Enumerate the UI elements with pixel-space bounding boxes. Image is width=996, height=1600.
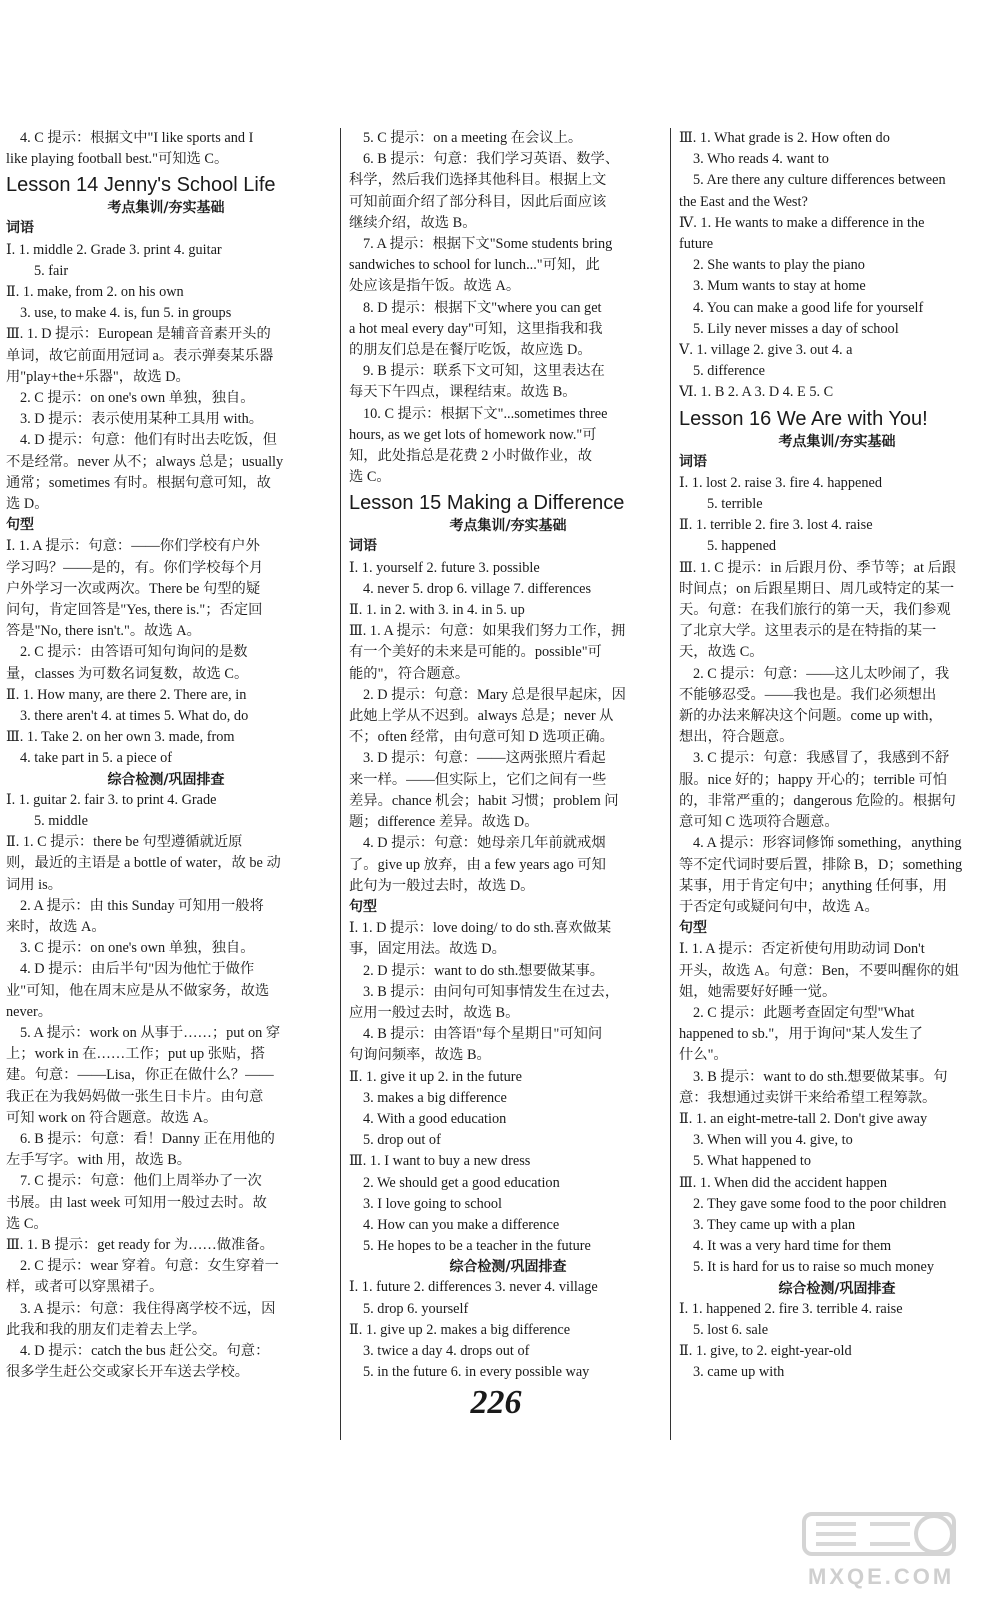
answer-line: Ⅱ. 1. in 2. with 3. in 4. in 5. up bbox=[349, 602, 525, 619]
answer-line: 3. Who reads 4. want to bbox=[693, 151, 829, 168]
answer-line: Ⅲ. 1. C 提示：in 后跟月份、季节等；at 后跟 bbox=[679, 559, 957, 576]
answer-line: 2. D 提示：want to do sth.想要做某事。 bbox=[363, 962, 605, 979]
answer-line: 可知前面介绍了部分科目，因此后面应该 bbox=[349, 193, 607, 210]
answer-line: 应用一般过去时，故选 B。 bbox=[349, 1004, 520, 1021]
answer-line: 通常；sometimes 有时。根据句意可知，故 bbox=[6, 474, 271, 491]
answer-line: 样，或者可以穿黑裙子。 bbox=[6, 1279, 164, 1296]
answer-line: 3. makes a big difference bbox=[363, 1089, 507, 1106]
answer-line: 3. Mum wants to stay at home bbox=[693, 278, 866, 295]
answer-line: future bbox=[679, 236, 714, 253]
section-heading: 句型 bbox=[349, 898, 377, 915]
answer-line: 于否定句或疑问句中，故选 A。 bbox=[679, 898, 879, 915]
answer-line: 5. C 提示：on a meeting 在会议上。 bbox=[363, 130, 583, 146]
answer-line: 2. C 提示：wear 穿着。句意：女生穿着一 bbox=[20, 1258, 279, 1275]
lesson-title: Lesson 16 We Are with You! bbox=[679, 407, 928, 430]
answer-line: 3. D 提示：表示使用某种工具用 with。 bbox=[20, 411, 264, 428]
answer-line: 3. came up with bbox=[693, 1364, 785, 1381]
answer-line: Ⅴ. 1. village 2. give 3. out 4. a bbox=[679, 342, 853, 359]
answer-line: 5. lost 6. sale bbox=[693, 1321, 769, 1338]
answer-line: 5. happened bbox=[707, 538, 777, 555]
answer-line: 了北京大学。这里表示的是在特指的某一 bbox=[679, 623, 937, 640]
answer-line: 2. D 提示：句意：Mary 总是很早起床，因 bbox=[363, 686, 626, 703]
answer-line: 事，固定用法。故选 D。 bbox=[349, 941, 506, 958]
answer-line: 时间点；on 后跟星期日、周几或特定的某一 bbox=[679, 580, 955, 597]
answer-line: 能的"，符合题意。 bbox=[349, 665, 470, 682]
answer-line: 2. She wants to play the piano bbox=[693, 257, 865, 274]
section-heading: 句型 bbox=[679, 920, 707, 937]
answer-line: 4. D 提示：catch the bus 赶公交。句意： bbox=[20, 1342, 270, 1359]
answer-line: Ⅰ. 1. yourself 2. future 3. possible bbox=[349, 559, 540, 576]
answer-line: 选 D。 bbox=[6, 496, 49, 513]
answer-line: 答是"No, there isn't."。故选 A。 bbox=[6, 623, 201, 640]
answer-line: 5. It is hard for us to raise so much money bbox=[693, 1259, 935, 1276]
answer-line: 3. They came up with a plan bbox=[693, 1216, 856, 1233]
answer-line: 6. B 提示：句意：看！Danny 正在用他的 bbox=[20, 1130, 275, 1147]
answer-line: 5. What happened to bbox=[693, 1153, 812, 1170]
answer-line: 句询问频率，故选 B。 bbox=[349, 1047, 491, 1064]
answer-line: 4. How can you make a difference bbox=[363, 1216, 560, 1233]
answer-line: 4. never 5. drop 6. village 7. differences bbox=[363, 580, 592, 597]
watermark-text: MXQE.COM bbox=[808, 1564, 955, 1589]
lesson-title: Lesson 15 Making a Difference bbox=[349, 492, 625, 515]
answer-line: 不能够忍受。——我也是。我们必须想出 bbox=[679, 686, 937, 703]
answer-line: 5. A 提示：work on 从事于……；put on 穿 bbox=[20, 1024, 281, 1041]
answer-line: 此句为一般过去时，故选 D。 bbox=[349, 877, 535, 894]
section-heading: 句型 bbox=[6, 517, 34, 534]
answer-line: 3. there aren't 4. at times 5. What do, do bbox=[20, 708, 249, 725]
answer-line: 4. A 提示：形容词修饰 something，anything bbox=[693, 835, 962, 852]
answer-line: 5. fair bbox=[34, 262, 69, 279]
answer-line: a hot meal every day"可知，这里指我和我 bbox=[349, 320, 603, 337]
answer-line: Ⅰ. 1. future 2. differences 3. never 4. village bbox=[349, 1279, 598, 1296]
answer-line: 想出，符合题意。 bbox=[679, 729, 794, 746]
answer-line: 4. B 提示：由答语"每个星期日"可知问 bbox=[363, 1026, 603, 1043]
answer-line: 选 C。 bbox=[349, 469, 391, 486]
answer-line: 3. B 提示：由问句可知事情发生在过去， bbox=[363, 983, 620, 1000]
section-heading: 词语 bbox=[349, 538, 377, 555]
page-number: 226 bbox=[470, 1384, 522, 1421]
answer-line: 新的办法来解决这个问题。come up with， bbox=[679, 708, 943, 725]
answer-line: Ⅱ. 1. C 提示：there be 句型遵循就近原 bbox=[6, 834, 243, 851]
answer-line: 2. C 提示：此题考查固定句型"What bbox=[693, 1004, 915, 1021]
section-subtitle: 考点集训/夯实基础 bbox=[107, 200, 225, 217]
answer-line: 开头，故选 A。句意：Ben，不要叫醒你的姐 bbox=[679, 962, 959, 979]
answer-line: 2. They gave some food to the poor children bbox=[693, 1195, 947, 1212]
answer-line: 5. difference bbox=[693, 363, 765, 380]
answer-line: 4. D 提示：句意：她母亲几年前就戒烟 bbox=[363, 835, 606, 852]
answer-line: 意：我想通过卖饼干来给希望工程筹款。 bbox=[679, 1089, 937, 1106]
answer-line: 问句，肯定回答是"Yes, there is."；否定回 bbox=[6, 602, 263, 619]
answer-line: 来一样。——但实际上，它们之间有一些 bbox=[349, 771, 607, 788]
answer-line: 此我和我的朋友们走着去上学。 bbox=[6, 1321, 207, 1338]
answer-line: Ⅲ. 1. B 提示：get ready for 为……做准备。 bbox=[6, 1236, 274, 1253]
answer-line: 5. drop out of bbox=[363, 1132, 441, 1149]
answer-line: Ⅳ. 1. He wants to make a difference in the bbox=[679, 214, 925, 231]
answer-line: 建。句意：——Lisa，你正在做什么？—— bbox=[6, 1067, 274, 1084]
section-subtitle: 考点集训/夯实基础 bbox=[449, 518, 567, 535]
answer-line: 9. B 提示：联系下文可知，这里表达在 bbox=[363, 363, 605, 380]
answer-line: 2. C 提示：on one's own 单独，独自。 bbox=[20, 390, 255, 407]
answer-line: 某事，用于肯定句中；anything 任何事，用 bbox=[679, 877, 948, 894]
answer-line: 继续介绍，故选 B。 bbox=[349, 214, 477, 231]
answer-line: 3. use, to make 4. is, fun 5. in groups bbox=[20, 305, 232, 322]
answer-line: sandwiches to school for lunch..."可知，此 bbox=[349, 257, 600, 274]
lesson-title: Lesson 14 Jenny's School Life bbox=[6, 174, 276, 197]
answer-line: 4. With a good education bbox=[363, 1110, 507, 1127]
answer-line: never。 bbox=[6, 1003, 53, 1020]
answer-line: 姐，她需要好好睡一觉。 bbox=[679, 983, 837, 1000]
answer-line: Ⅱ. 1. give, to 2. eight-year-old bbox=[679, 1342, 852, 1359]
answer-line: 5. He hopes to be a teacher in the future bbox=[363, 1238, 591, 1255]
answer-line: 来时，故选 A。 bbox=[6, 918, 106, 935]
answer-line: Ⅱ. 1. How many, are there 2. There are, in bbox=[6, 686, 247, 703]
answer-line: 很多学生赶公交或家长开车送去学校。 bbox=[6, 1364, 250, 1381]
answer-line: 不；often 经常，由句意可知 D 选项正确。 bbox=[349, 729, 614, 746]
answer-line: 3. B 提示：want to do sth.想要做某事。句 bbox=[693, 1068, 948, 1085]
answer-line: 差异。chance 机会；habit 习惯；problem 问 bbox=[349, 792, 619, 809]
answer-line: Ⅰ. 1. guitar 2. fair 3. to print 4. Grade bbox=[6, 791, 217, 808]
answer-line: 2. A 提示：由 this Sunday 可知用一般将 bbox=[20, 897, 264, 914]
answer-line: 5. Are there any culture differences between bbox=[693, 172, 946, 189]
answer-line: 此她上学从不迟到。always 总是；never 从 bbox=[349, 708, 614, 725]
answer-line: 上；work in 在……工作；put up 张贴，搭 bbox=[6, 1046, 265, 1063]
answer-line: Ⅲ. 1. A 提示：句意：如果我们努力工作，拥 bbox=[349, 623, 626, 640]
answer-line: 7. C 提示：句意：他们上周举办了一次 bbox=[20, 1173, 262, 1190]
answer-line: 处应该是指午饭。故选 A。 bbox=[349, 278, 521, 295]
answer-line: 意可知 C 选项符合题意。 bbox=[679, 814, 839, 831]
column-right bbox=[670, 128, 995, 1440]
answer-line: Ⅱ. 1. terrible 2. fire 3. lost 4. raise bbox=[679, 517, 873, 534]
answer-line: 3. I love going to school bbox=[363, 1195, 502, 1212]
answer-line: 则，最近的主语是 a bottle of water，故 be 动 bbox=[6, 855, 281, 872]
answer-line: 选 C。 bbox=[6, 1215, 48, 1232]
answer-line: 书展。由 last week 可知用一般过去时。故 bbox=[6, 1194, 267, 1211]
answer-line: 天，故选 C。 bbox=[679, 644, 764, 661]
column-left bbox=[6, 128, 326, 1440]
answer-line: 每天下午四点，课程结束。故选 B。 bbox=[349, 384, 577, 401]
answer-line: Ⅰ. 1. lost 2. raise 3. fire 4. happened bbox=[679, 474, 882, 491]
answer-line: 4. It was a very hard time for them bbox=[693, 1238, 892, 1255]
answer-line: Ⅲ. 1. When did the accident happen bbox=[679, 1174, 888, 1191]
answer-line: 8. D 提示：根据下文"where you can get bbox=[363, 299, 602, 316]
answer-line: Ⅲ. 1. I want to buy a new dress bbox=[349, 1153, 531, 1170]
answer-line: 天。句意：在我们旅行的第一天，我们参观 bbox=[679, 602, 951, 619]
answer-line: Ⅱ. 1. an eight-metre-tall 2. Don't give away bbox=[679, 1110, 928, 1127]
answer-line: Ⅱ. 1. give it up 2. in the future bbox=[349, 1068, 522, 1085]
answer-line: Ⅰ. 1. D 提示：love doing/ to do sth.喜欢做某 bbox=[349, 920, 612, 937]
answer-line: Ⅲ. 1. What grade is 2. How often do bbox=[679, 130, 890, 146]
section-subtitle: 综合检测/巩固排查 bbox=[778, 1280, 896, 1297]
answer-line: 用"play+the+乐器"，故选 D。 bbox=[6, 368, 190, 385]
answer-line: 我正在为我妈妈做一张生日卡片。由句意 bbox=[6, 1088, 264, 1105]
answer-line: Ⅵ. 1. B 2. A 3. D 4. E 5. C bbox=[679, 384, 834, 401]
answer-line: 5. Lily never misses a day of school bbox=[693, 320, 899, 337]
section-heading: 词语 bbox=[6, 220, 34, 237]
answer-line: 3. D 提示：句意：——这两张照片看起 bbox=[363, 750, 606, 767]
answer-line: 的，非常严重的；dangerous 危险的。根据句 bbox=[679, 792, 956, 809]
answer-line: 5. middle bbox=[34, 812, 89, 829]
answer-line: 科学，然后我们选择其他科目。根据上文 bbox=[349, 172, 607, 189]
answer-line: 的朋友们总是在餐厅吃饭，故应选 D。 bbox=[349, 342, 592, 359]
answer-line: 不是经常。never 从不；always 总是；usually bbox=[6, 453, 284, 470]
answer-line: 6. B 提示：句意：我们学习英语、数学、 bbox=[363, 151, 620, 168]
section-subtitle: 综合检测/巩固排查 bbox=[107, 771, 225, 788]
answer-line: 量，classes 为可数名词复数，故选 C。 bbox=[6, 665, 249, 682]
answer-line: 4. You can make a good life for yourself bbox=[693, 299, 924, 316]
answer-line: 3. C 提示：on one's own 单独，独自。 bbox=[20, 940, 255, 957]
answer-line: the East and the West? bbox=[679, 193, 808, 210]
answer-line: Ⅰ. 1. happened 2. fire 3. terrible 4. raise bbox=[679, 1300, 903, 1317]
answer-line: 4. take part in 5. a piece of bbox=[20, 750, 173, 767]
answer-line: 7. A 提示：根据下文"Some students bring bbox=[363, 236, 613, 253]
answer-line: Ⅰ. 1. middle 2. Grade 3. print 4. guitar bbox=[6, 241, 222, 258]
answer-line: 4. D 提示：由后半句"因为他忙于做作 bbox=[20, 961, 255, 978]
answer-line: 等不定代词时要后置，排除 B，D；something bbox=[679, 856, 963, 873]
answer-line: Ⅱ. 1. make, from 2. on his own bbox=[6, 284, 184, 301]
answer-line: 5. terrible bbox=[707, 496, 763, 513]
answer-line: 知，此处指总是花费 2 小时做作业，故 bbox=[349, 448, 593, 465]
answer-line: 4. C 提示：根据文中"I like sports and I bbox=[20, 130, 254, 146]
answer-line: 2. We should get a good education bbox=[363, 1174, 560, 1191]
answer-line: hours, as we get lots of homework now."可 bbox=[349, 426, 597, 443]
answer-line: like playing football best."可知选 C。 bbox=[6, 151, 229, 168]
answer-line: Ⅰ. 1. A 提示：句意：——你们学校有户外 bbox=[6, 538, 260, 555]
answer-line: Ⅲ. 1. D 提示：European 是辅音音素开头的 bbox=[6, 326, 271, 343]
answer-line: 业"可知，他在周末应是从不做家务，故选 bbox=[6, 982, 270, 999]
answer-line: 有一个美好的未来是可能的。possible"可 bbox=[349, 644, 602, 661]
watermark-logo bbox=[784, 1508, 984, 1594]
answer-line: 3. twice a day 4. drops out of bbox=[363, 1342, 530, 1359]
answer-line: 服。nice 好的；happy 开心的；terrible 可怕 bbox=[679, 771, 948, 788]
answer-line: 3. A 提示：句意：我住得离学校不远，因 bbox=[20, 1300, 276, 1317]
answer-line: happened to sb."，用于询问"某人发生了 bbox=[679, 1026, 923, 1043]
answer-line: Ⅰ. 1. A 提示：否定祈使句用助动词 Don't bbox=[679, 941, 925, 958]
section-subtitle: 考点集训/夯实基础 bbox=[778, 433, 896, 450]
answer-line: 可知 work on 符合题意。故选 A。 bbox=[6, 1109, 218, 1126]
answer-line: 左手写字。with 用，故选 B。 bbox=[6, 1152, 192, 1169]
answer-line: Ⅲ. 1. Take 2. on her own 3. made, from bbox=[6, 729, 235, 746]
answer-line: 10. C 提示：根据下文"...sometimes three bbox=[363, 405, 608, 422]
answer-line: 题；difference 差异。故选 D。 bbox=[349, 814, 539, 831]
answer-line: 词用 is。 bbox=[6, 876, 63, 893]
column-middle bbox=[340, 128, 667, 1440]
answer-line: 5. drop 6. yourself bbox=[363, 1300, 469, 1317]
answer-line: 5. in the future 6. in every possible way bbox=[363, 1364, 590, 1381]
section-subtitle: 综合检测/巩固排查 bbox=[449, 1259, 567, 1276]
answer-line: 了。give up 放弃，由 a few years ago 可知 bbox=[349, 856, 606, 873]
answer-line: 2. C 提示：由答语可知句询问的是数 bbox=[20, 644, 248, 661]
section-heading: 词语 bbox=[679, 453, 707, 470]
answer-line: 4. D 提示：句意：他们有时出去吃饭，但 bbox=[20, 432, 277, 449]
answer-line: Ⅱ. 1. give up 2. makes a big difference bbox=[349, 1321, 571, 1338]
answer-line: 学习吗？——是的，有。你们学校每个月 bbox=[6, 559, 264, 576]
answer-line: 3. C 提示：句意：我感冒了，我感到不舒 bbox=[693, 750, 950, 767]
answer-line: 单词，故它前面用冠词 a。表示弹奏某乐器 bbox=[6, 347, 274, 364]
answer-line: 3. When will you 4. give, to bbox=[693, 1132, 853, 1149]
answer-line: 什么"。 bbox=[679, 1047, 728, 1064]
answer-line: 2. C 提示：句意：——这儿太吵闹了，我 bbox=[693, 665, 950, 682]
answer-line: 户外学习一次或两次。There be 句型的疑 bbox=[6, 580, 261, 597]
